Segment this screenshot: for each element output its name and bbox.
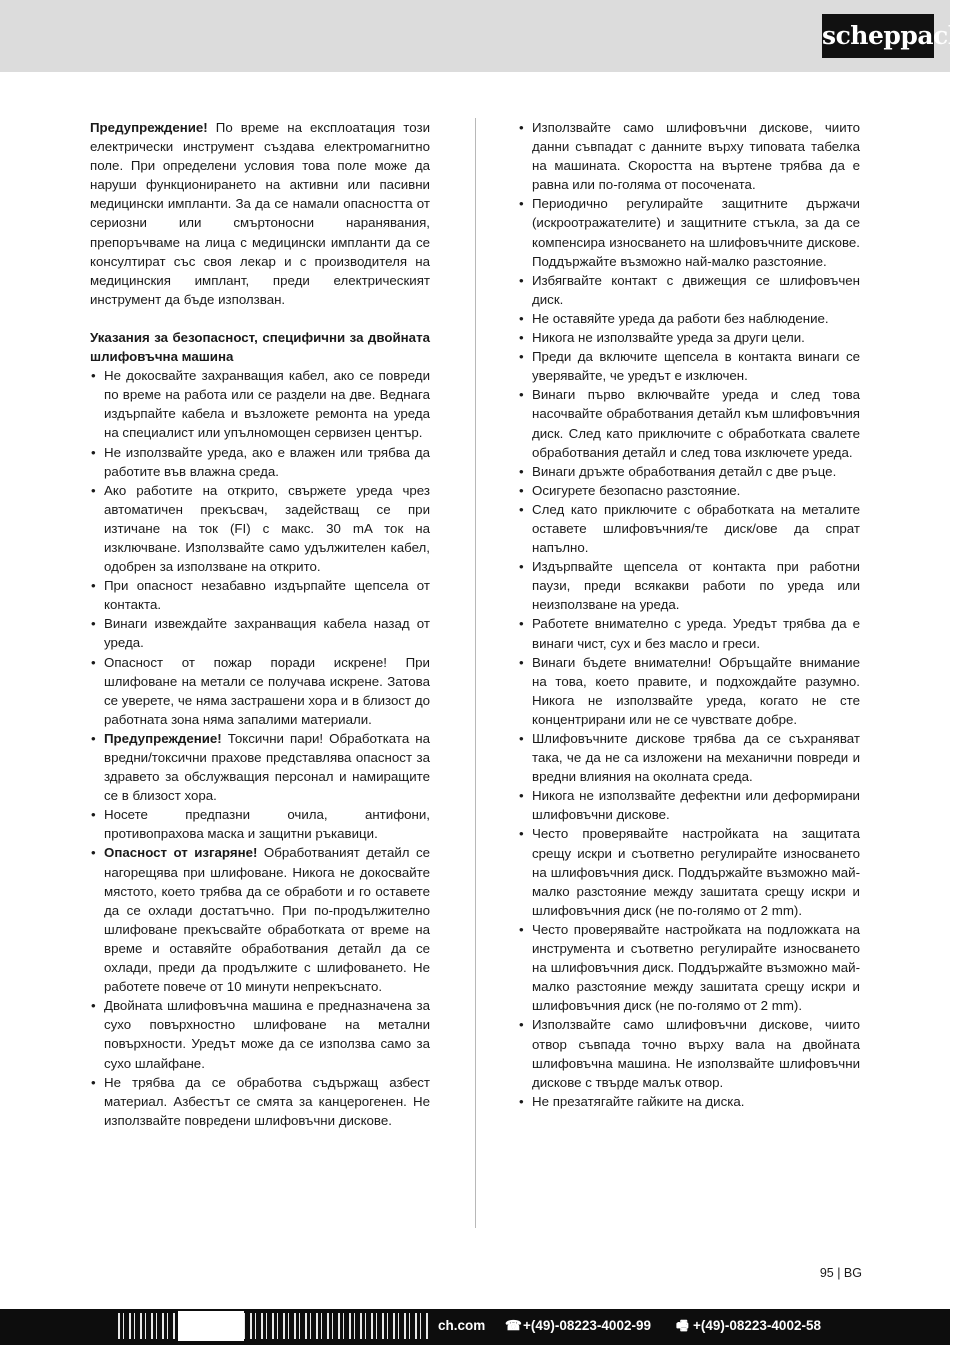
right-bullet-item: • Често проверявайте настройката на защитата срещу искри и съответно регулирайте износването на шлифовъчния диск. Поддържайте възможно май-малко разстояние между зашитата срещу искри и шлифовъчния диск (не по-голямо от 2 mm). bbox=[518, 824, 860, 919]
scheppach-logo: scheppach bbox=[822, 14, 934, 58]
left-bullet-item bbox=[90, 481, 430, 576]
bullet-bold-label: Предупреждение! bbox=[104, 730, 222, 746]
warning-label: Предупреждение! bbox=[90, 120, 208, 135]
left-bullet-item bbox=[90, 653, 430, 729]
page-header bbox=[0, 0, 965, 72]
footer-website[interactable]: ch.com bbox=[438, 1318, 486, 1333]
bullet-bold-label: Опасност от изгаряне! bbox=[104, 845, 258, 861]
footer-graphic-block bbox=[178, 1311, 244, 1341]
right-column bbox=[518, 118, 860, 1111]
left-bullet-item bbox=[90, 1073, 430, 1130]
footer-barcode-graphic bbox=[118, 1313, 430, 1339]
bullet-text: Носете предпазни очила, антифони, противопрахова маска и защитни ръкавици. bbox=[104, 807, 430, 842]
bullet-text: При опасност незабавно издърпайте щепсела от контакта. bbox=[104, 578, 430, 613]
right-bullet-item: • Никога не използвайте дефектни или деформирани шлифовъчни дискове. bbox=[518, 786, 860, 824]
bullet-text: Ако работите на открито, свържете уреда чрез автоматичен прекъсвач, задействащ се при изтичане на ток (FI) с макс. 30 mA ток на изключване. Използвайте само удължителен кабел, одобрен за използване на открито. bbox=[104, 482, 430, 575]
bullet-text: Не докосвайте захранващия кабел, ако се повреди по време на работа или се раздели на две. Веднага издърпайте кабела и възложете ремонта на уреда на специалист или упълномощен сервизен център. bbox=[104, 368, 430, 441]
page-number: 95 | BG bbox=[819, 1266, 862, 1280]
warning-text: По време на експлоатация този електрически инструмент създава електромагнитно поле. При определени условия това поле може да наруши функционирането на активни или пасивни медицински импланти. За да се намали опасността от сериозни или смъртоносни наранявания, препоръчваме на лица с медицински импланти да се консултират със своя лекар и с производителя на медицинския имплант, преди електрическият инструмент да бъде използван. bbox=[90, 120, 430, 307]
right-bullet-item: • Не оставяйте уреда да работи без наблюдение. bbox=[518, 309, 860, 328]
bullet-text: Винаги извеждайте захранващия кабела назад от уреда. bbox=[104, 616, 430, 651]
phone-icon: ☎ bbox=[505, 1318, 522, 1333]
page-footer bbox=[0, 1309, 950, 1345]
left-bullet-item bbox=[90, 843, 430, 996]
bullet-text: Опасност от пожар поради искрене! При шлифоване на метали се получава искрене. Затова се уверете, че няма застрашени хора и в близост до работната зона няма запалими материали. bbox=[104, 654, 430, 727]
left-bullet-item bbox=[90, 576, 430, 614]
fax-icon: 🖷 bbox=[676, 1318, 689, 1333]
left-column bbox=[90, 118, 430, 1130]
right-bullet-item: • Никога не използвайте уреда за други цели. bbox=[518, 328, 860, 347]
right-bullet-item: • Преди да включите щепсела в контакта винаги се уверявайте, че уредът е изключен. bbox=[518, 347, 860, 385]
right-bullet-item: • Използвайте само шлифовъчни дискове, чиито данни съвпадат с данните върху типовата табелка на машината. Скоростта на въртене трябва да е равна или по-голяма от посочената. bbox=[518, 118, 860, 194]
right-bullet-item: • Често проверявайте настройката на подложката на инструмента и съответно регулирайте износването на шлифовъчния диск. Поддържайте възможно май-малко разстояние между зашитата срещу искри и шлифовъчния диск (не по-голямо от 2 mm). bbox=[518, 920, 860, 1015]
bullet-text: Не използвайте уреда, ако е влажен или трябва да работите във влажна среда. bbox=[104, 444, 430, 479]
left-bullet-item bbox=[90, 443, 430, 481]
right-bullet-item: • Шлифовъчните дискове трябва да се съхраняват така, че да не са изложени на механични повреди и вредни влияния на околната среда. bbox=[518, 729, 860, 786]
bullet-text: Токсични пари! Обработката на вредни/токсични прахове представлява опасност за здравето за обслужващия персонал и намиращите се в близост хора. bbox=[104, 730, 430, 804]
right-bullet-item: • Винаги първо включвайте уреда и след това насочвайте обработвания детайл към шлифовъчния диск. След като приключите с обработката свалете обработвания детайл и след това изключете уреда. bbox=[518, 385, 860, 461]
right-bullet-item: • Не презатягайте гайките на диска. bbox=[518, 1092, 860, 1111]
right-bullet-item: • Работете внимателно с уреда. Уредът трябва да е винаги чист, сух и без масло и греси. bbox=[518, 614, 860, 652]
right-bullet-item: • Избягвайте контакт с движещия се шлифовъчен диск. bbox=[518, 271, 860, 309]
left-bullet-item bbox=[90, 366, 430, 442]
left-bullet-list bbox=[90, 366, 430, 1130]
right-bullet-item: • Използвайте само шлифовъчни дискове, чиито отвор съвпада точно върху вала на двойната шлифовъчна машина. Не използвайте шлифовъчни дискове с твърде малък отвор. bbox=[518, 1015, 860, 1091]
left-bullet-item bbox=[90, 805, 430, 843]
right-bullet-item: • Осигурете безопасно разстояние. bbox=[518, 481, 860, 500]
right-bullet-item: • Винаги бъдете внимателни! Обръщайте внимание на това, което правите, и подхождайте разумно. Никога не използвайте уреда, когато не сте концентрирани или не се чувствате добре. bbox=[518, 653, 860, 729]
right-bullet-list bbox=[518, 118, 860, 1111]
footer-phone: +(49)-08223-4002-99 bbox=[523, 1318, 651, 1333]
footer-fax: +(49)-08223-4002-58 bbox=[693, 1318, 821, 1333]
bullet-text: Двойната шлифовъчна машина е предназначена за сухо повърхностно шлифоване на метални повърхности. Уредът може да се използва само за сухо шлайфане. bbox=[104, 998, 430, 1071]
right-bullet-item: • След като приключите с обработката на металите оставете шлифовъчния/те диск/ове да спрат напълно. bbox=[518, 500, 860, 557]
bullet-text: Не трябва да се обработва съдържащ азбест материал. Азбестът се смята за канцерогенен. Не използвайте повредени шлифовъчни дискове. bbox=[104, 1074, 430, 1128]
warning-paragraph bbox=[90, 118, 430, 309]
right-bullet-item: • Издърпвайте щепсела от контакта при работни паузи, преди всякакви работи по уреда или неизползване на уреда. bbox=[518, 557, 860, 614]
left-bullet-item bbox=[90, 729, 430, 805]
left-bullet-item bbox=[90, 614, 430, 652]
column-divider bbox=[475, 118, 476, 1228]
bullet-text: Обработваният детайл се нагорещява при шлифоване. Никога не докосвайте мястото, което трябва да се обработи и го оставете да се охлади достатъчно. При по-продължително шлифоване прекъсвайте обработката от време на време и оставяйте обработвания детайл да се охлади, преди да продължите с шлифоването. Не работете повече от 10 минути непрекъснато. bbox=[104, 845, 430, 995]
right-bullet-item: • Периодично регулирайте защитните държачи (искроотражателите) и защитните стъкла, за да се компенсира износването на шлифовъчните дискове. Поддържайте възможно най-малко разстояние. bbox=[518, 194, 860, 270]
right-bullet-item: • Винаги дръжте обработвания детайл с две ръце. bbox=[518, 462, 860, 481]
left-bullet-item bbox=[90, 996, 430, 1072]
section-heading: Указания за безопасност, специфични за двойната шлифовъчна машина bbox=[90, 329, 430, 365]
